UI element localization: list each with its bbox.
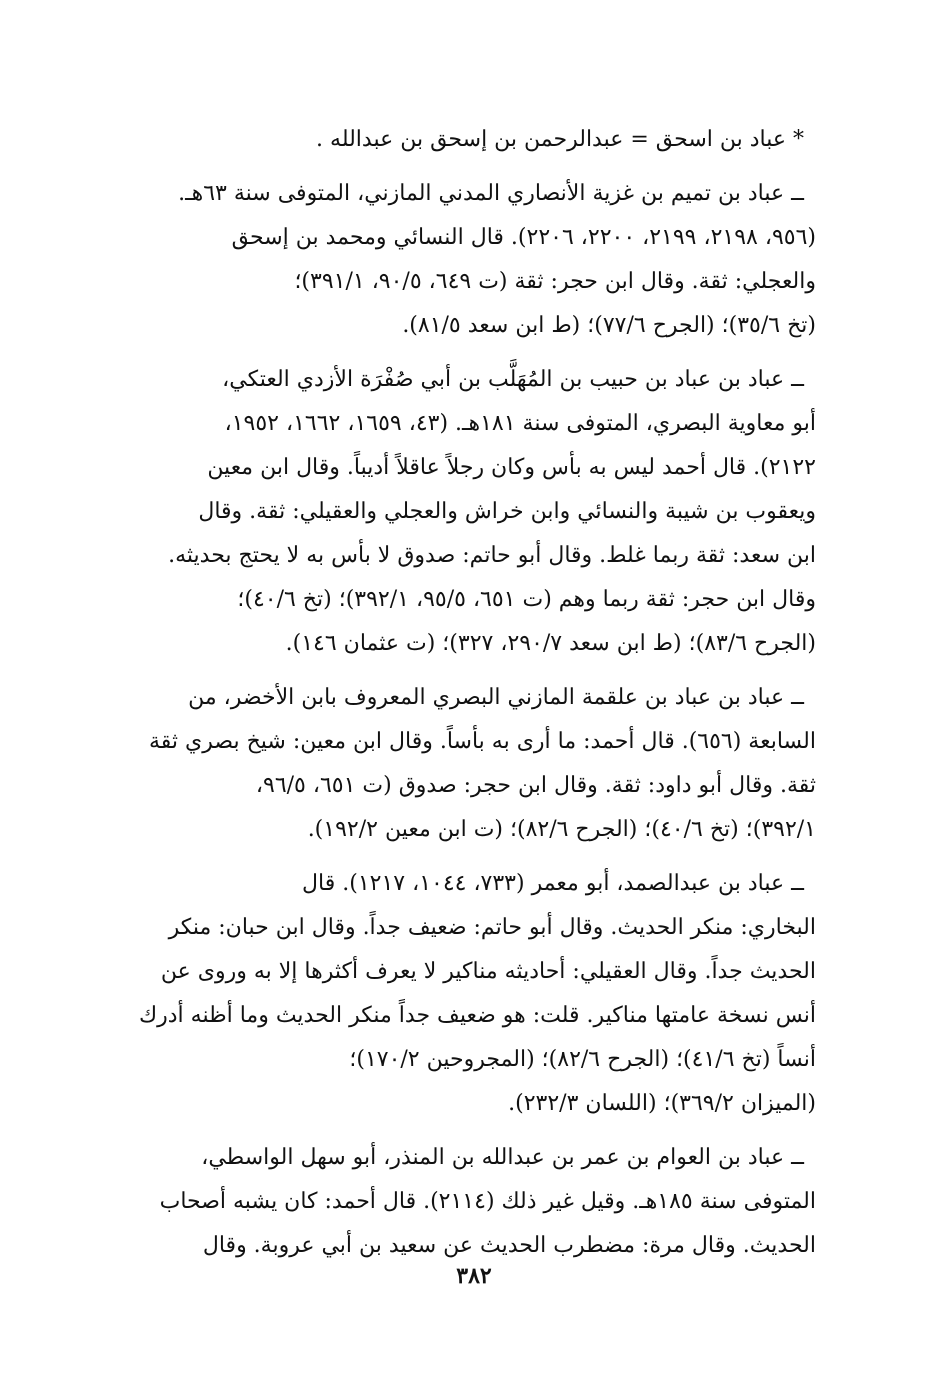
text-line: أبو معاوية البصري، المتوفى سنة ١٨١هـ. (٤٣، ١٦٥٩، ١٦٦٢، ١٩٥٢، bbox=[224, 411, 816, 436]
text-line: (الميزان ٣٦٩/٢)؛ (اللسان ٢٣٢/٣). bbox=[508, 1091, 816, 1116]
text-line: (تخ ٣٥/٦)؛ (الجرح ٧٧/٦)؛ (ط ابن سعد ٨١/٥). bbox=[402, 313, 816, 338]
text-line: ــ عباد بن عباد بن حبيب بن المُهَلَّب بن أبي صُفْرَة الأزدي العتكي، bbox=[222, 367, 804, 392]
page-number: ٣٨٢ bbox=[456, 1263, 492, 1289]
page-body bbox=[136, 118, 816, 1278]
text-line: ــ عباد بن عباد بن علقمة المازني البصري المعروف بابن الأخضر، من bbox=[188, 685, 804, 710]
entry-abbad-ibn-alawwam bbox=[136, 1136, 816, 1268]
text-line: الحديث. وقال مرة: مضطرب الحديث عن سعيد بن أبي عروبة. وقال bbox=[202, 1233, 816, 1258]
text-line: ويعقوب بن شيبة والنسائي وابن خراش والعجلي والعقيلي: ثقة. وقال bbox=[198, 499, 816, 524]
text-line: * عباد بن اسحق = عبدالرحمن بن إسحق بن عبدالله . bbox=[316, 127, 804, 152]
text-line: السابعة (٦٥٦). قال أحمد: ما أرى به بأساً. وقال ابن معين: شيخ بصري ثقة bbox=[148, 729, 816, 754]
text-line: والعجلي: ثقة. وقال ابن حجر: ثقة (ت ٦٤٩، ٩٠/٥، ٣٩١/١)؛ bbox=[294, 269, 816, 294]
text-line: (٩٥٦، ٢١٩٨، ٢١٩٩، ٢٢٠٠، ٢٢٠٦). قال النسائي ومحمد بن إسحق bbox=[231, 225, 816, 250]
text-line: المتوفى سنة ١٨٥هـ. وقيل غير ذلك (٢١١٤). قال أحمد: كان يشبه أصحاب bbox=[159, 1189, 816, 1214]
text-line: الحديث جداً. وقال العقيلي: أحاديثه مناكير لا يعرف أكثرها إلا به وروى عن bbox=[160, 959, 816, 984]
entry-abbad-ibn-abdissamad bbox=[136, 862, 816, 1126]
text-line: ــ عباد بن عبدالصمد، أبو معمر (٧٣٣، ١٠٤٤، ١٢١٧). قال bbox=[302, 871, 804, 896]
text-line: ــ عباد بن العوام بن عمر بن عبدالله بن المنذر، أبو سهل الواسطي، bbox=[201, 1145, 804, 1170]
entry-abbad-ibn-tamim bbox=[136, 172, 816, 348]
entry-abbad-ibn-ishaq bbox=[136, 118, 816, 162]
text-line: أنس نسخة عامتها مناكير. قلت: هو ضعيف جداً منكر الحديث وما أظنه أدرك bbox=[139, 1003, 816, 1028]
text-line: البخاري: منكر الحديث. وقال أبو حاتم: ضعيف جداً. وقال ابن حبان: منكر bbox=[168, 915, 816, 940]
text-line: ابن سعد: ثقة ربما غلط. وقال أبو حاتم: صدوق لا بأس به لا يحتج بحديثه. bbox=[168, 543, 816, 568]
text-line: ــ عباد بن تميم بن غزية الأنصاري المدني المازني، المتوفى سنة ٦٣هـ. bbox=[178, 181, 804, 206]
text-line: ٣٩٢/١)؛ (تخ ٤٠/٦)؛ (الجرح ٨٢/٦)؛ (ت ابن معين ١٩٢/٢). bbox=[307, 817, 816, 842]
text-line: أنساً (تخ ٤١/٦)؛ (الجرح ٨٢/٦)؛ (المجروحين ١٧٠/٢)؛ bbox=[349, 1047, 816, 1072]
entry-abbad-ibn-abbad-ibn-habib bbox=[136, 358, 816, 666]
text-line: ٢١٢٢). قال أحمد ليس به بأس وكان رجلاً عاقلاً أديباً. وقال ابن معين bbox=[207, 455, 816, 480]
text-line: (الجرح ٨٣/٦)؛ (ط ابن سعد ٢٩٠/٧، ٣٢٧)؛ (ت عثمان ١٤٦). bbox=[285, 631, 816, 656]
text-line: وقال ابن حجر: ثقة ربما وهم (ت ٦٥١، ٩٥/٥، ٣٩٢/١)؛ (تخ ٤٠/٦)؛ bbox=[237, 587, 816, 612]
entry-abbad-ibn-abbad-ibn-alqama bbox=[136, 676, 816, 852]
text-line: ثقة. وقال أبو داود: ثقة. وقال ابن حجر: صدوق (ت ٦٥١، ٩٦/٥، bbox=[255, 773, 816, 798]
